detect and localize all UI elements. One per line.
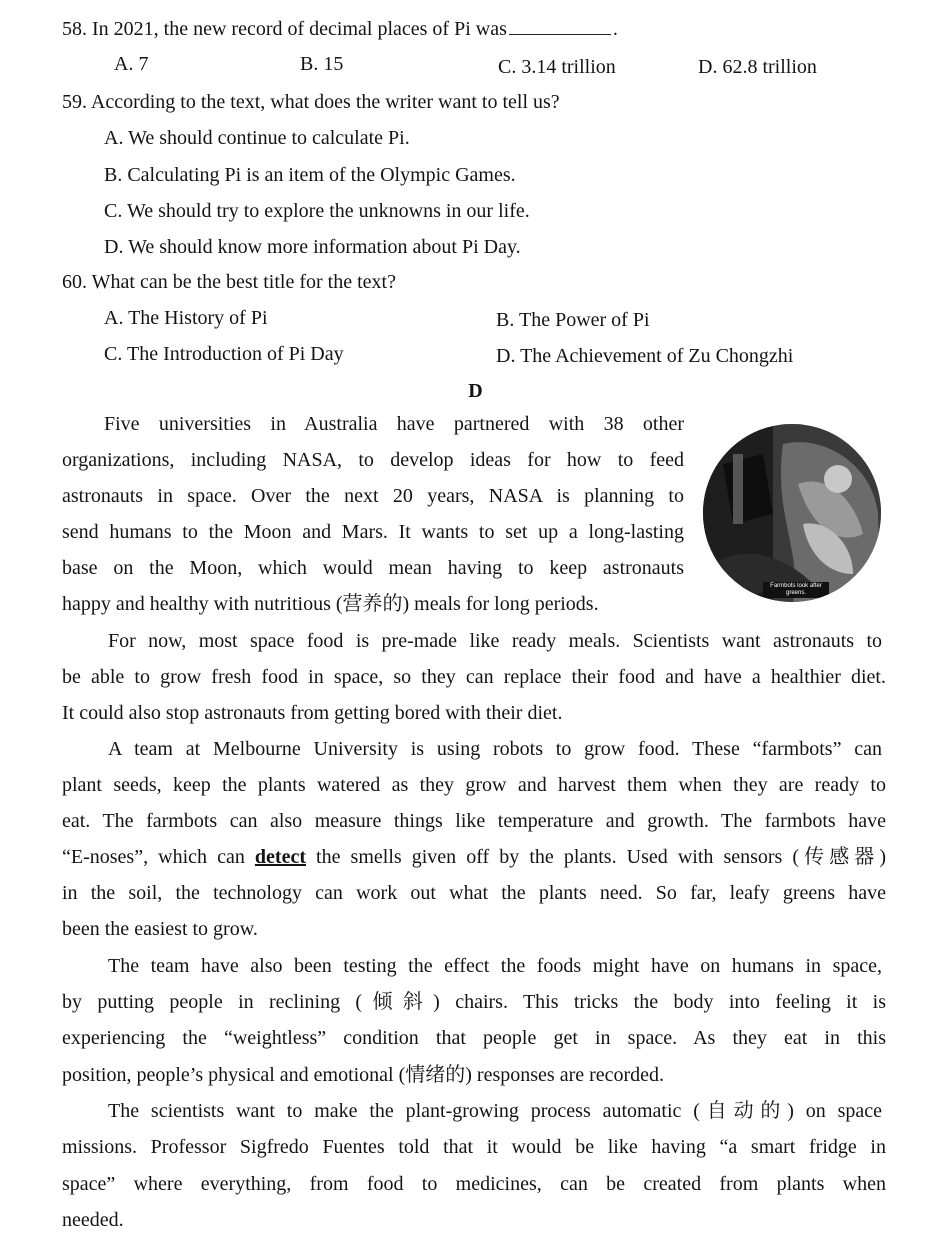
keyword-detect: detect — [254, 846, 306, 868]
p5-line-4: needed. — [62, 1209, 124, 1231]
p1-line-1: Five universities in Australia have partnered with 38 other — [104, 413, 684, 435]
question-60-stem: 60. What can be the best title for the text? — [62, 271, 396, 293]
p3-line-4 — [62, 845, 886, 869]
q58-option-a: A. 7 — [114, 53, 149, 75]
p3-line-4-end: the smells given off by the plants. Used with sensors (传感器) — [305, 846, 886, 868]
p2-line-2: be able to grow fresh food in space, so they can replace their food and have a healthier diet. — [62, 666, 886, 688]
p5-line-1: The scientists want to make the plant-growing process automatic (自动的) on space — [108, 1100, 882, 1122]
p3-line-2: plant seeds, keep the plants watered as they grow and harvest them when they are ready to — [62, 774, 886, 796]
q59-option-d: D. We should know more information about Pi Day. — [104, 236, 521, 258]
p4-line-2: by putting people in reclining (倾斜) chairs. This tricks the body into feeling it is — [62, 991, 886, 1013]
p1-line-2: organizations, including NASA, to develop ideas for how to feed — [62, 449, 684, 471]
answer-blank — [509, 16, 611, 35]
q58-option-b: B. 15 — [300, 53, 344, 75]
farmbot-photo-image — [703, 424, 881, 602]
q60-option-d: D. The Achievement of Zu Chongzhi — [496, 345, 794, 367]
q60-option-b: B. The Power of Pi — [496, 309, 650, 331]
p4-line-1: The team have also been testing the effect the foods might have on humans in space, — [108, 955, 882, 977]
p4-line-3: experiencing the “weightless” condition that people get in space. As they eat in this — [62, 1027, 886, 1049]
p2-line-3: It could also stop astronauts from getting bored with their diet. — [62, 702, 563, 724]
q59-option-a: A. We should continue to calculate Pi. — [104, 127, 410, 149]
question-59-stem: 59. According to the text, what does the writer want to tell us? — [62, 91, 560, 113]
p3-line-5: in the soil, the technology can work out what the plants need. So far, leafy greens have — [62, 882, 886, 904]
p5-line-2: missions. Professor Sigfredo Fuentes told that it would be like having “a smart fridge in — [62, 1136, 886, 1158]
farmbot-photo — [703, 424, 881, 602]
photo-caption: Farmbots look after greens. — [763, 582, 829, 598]
q59-option-c: C. We should try to explore the unknowns in our life. — [104, 200, 530, 222]
question-58-stem — [62, 16, 618, 41]
q58-stem-end: . — [612, 18, 618, 40]
p4-line-4: position, people’s physical and emotional (情绪的) responses are recorded. — [62, 1064, 665, 1086]
q60-option-c: C. The Introduction of Pi Day — [104, 343, 344, 365]
p1-line-6: happy and healthy with nutritious (营养的) meals for long periods. — [62, 593, 599, 615]
q58-option-d: D. 62.8 trillion — [698, 56, 817, 78]
p3-line-6: been the easiest to grow. — [62, 918, 258, 940]
p3-line-1: A team at Melbourne University is using robots to grow food. These “farmbots” can — [108, 738, 882, 760]
q58-option-c: C. 3.14 trillion — [498, 56, 616, 78]
p1-line-5: base on the Moon, which would mean having to keep astronauts — [62, 557, 684, 579]
p3-line-4-start: “E-noses”, which can — [62, 846, 255, 868]
q60-option-a: A. The History of Pi — [104, 307, 268, 329]
q58-stem-text: 58. In 2021, the new record of decimal places of Pi was — [62, 18, 507, 40]
p1-line-3: astronauts in space. Over the next 20 years, NASA is planning to — [62, 485, 684, 507]
p2-line-1: For now, most space food is pre-made like ready meals. Scientists want astronauts to — [108, 630, 882, 652]
p1-line-4: send humans to the Moon and Mars. It wants to set up a long-lasting — [62, 521, 684, 543]
p5-line-3: space” where everything, from food to medicines, can be created from plants when — [62, 1173, 886, 1195]
section-heading: D — [468, 380, 483, 402]
q59-option-b: B. Calculating Pi is an item of the Olympic Games. — [104, 164, 516, 186]
p3-line-3: eat. The farmbots can also measure things like temperature and growth. The farmbots have — [62, 810, 886, 832]
